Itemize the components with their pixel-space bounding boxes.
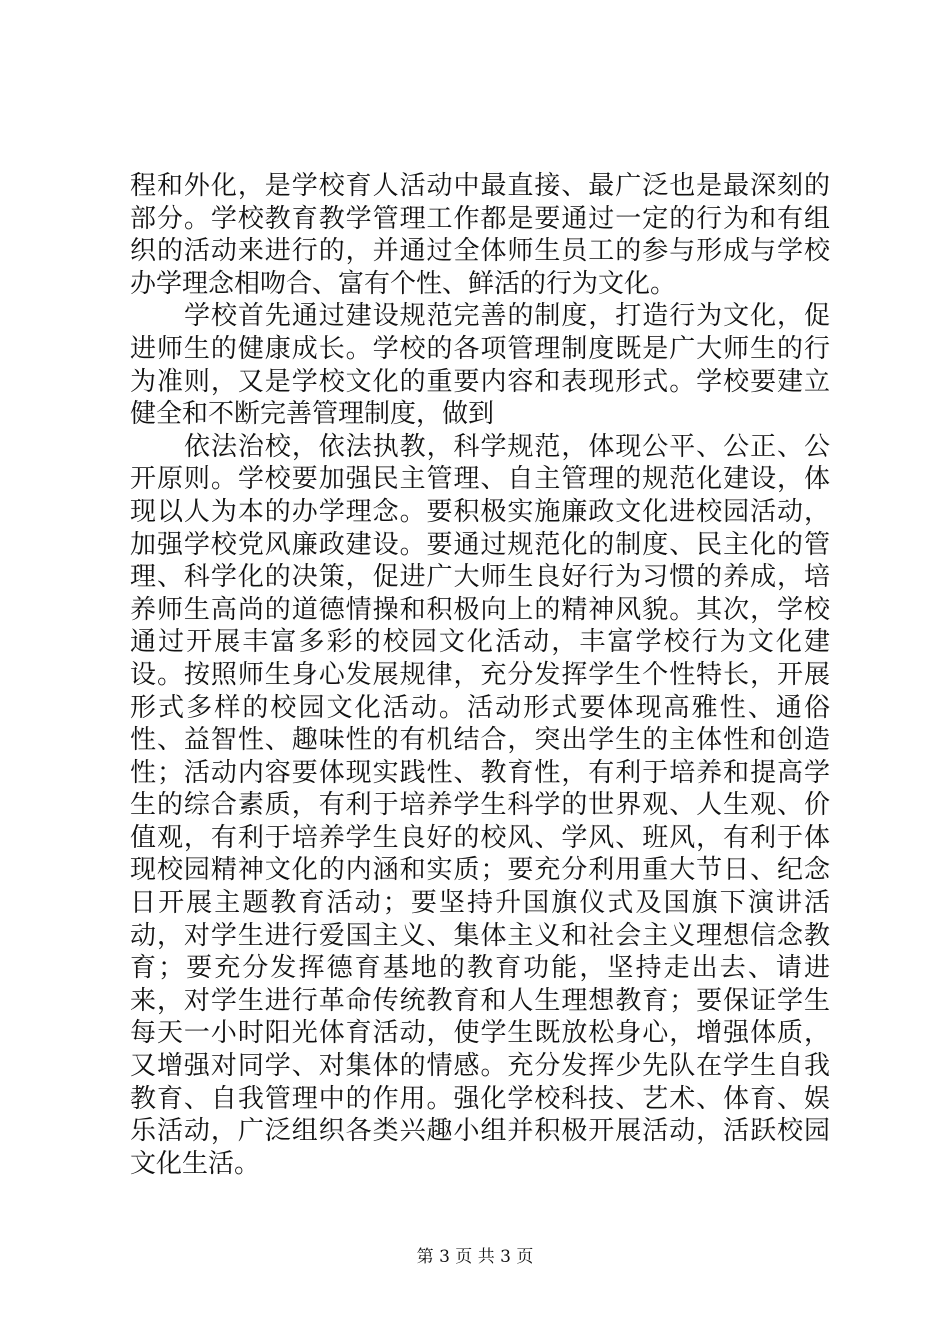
document-body bbox=[130, 170, 830, 1180]
paragraph-3: 依法治校，依法执教，科学规范，体现公平、公正、公开原则。学校要加强民主管理、自主管理的规范化建设，体现以人为本的办学理念。要积极实施廉政文化进校园活动，加强学校党风廉政建设。要通过规范化的制度、民主化的管理、科学化的决策，促进广大师生良好行为习惯的养成，培养师生高尚的道德情操和积极向上的精神风貌。其次，学校通过开展丰富多彩的校园文化活动，丰富学校行为文化建设。按照师生身心发展规律，充分发挥学生个性特长，开展形式多样的校园文化活动。活动形式要体现高雅性、通俗性、益智性、趣味性的有机结合，突出学生的主体性和创造性；活动内容要体现实践性、教育性，有利于培养和提高学生的综合素质，有利于培养学生科学的世界观、人生观、价值观，有利于培养学生良好的校风、学风、班风，有利于体现校园精神文化的内涵和实质；要充分利用重大节日、纪念日开展主题教育活动；要坚持升国旗仪式及国旗下演讲活动，对学生进行爱国主义、集体主义和社会主义理想信念教育；要充分发挥德育基地的教育功能，坚持走出去、请进来，对学生进行革命传统教育和人生理想教育；要保证学生每天一小时阳光体育活动，使学生既放松身心，增强体质，又增强对同学、对集体的情感。充分发挥少先队在学生自我教育、自我管理中的作用。强化学校科技、艺术、体育、娱乐活动，广泛组织各类兴趣小组并积极开展活动，活跃校园文化生活。 bbox=[130, 431, 830, 1179]
paragraph-2: 学校首先通过建设规范完善的制度，打造行为文化，促进师生的健康成长。学校的各项管理制度既是广大师生的行为准则，又是学校文化的重要内容和表现形式。学校要建立健全和不断完善管理制度，做到 bbox=[130, 301, 830, 430]
page-footer: 第 3 页 共 3 页 bbox=[416, 1247, 534, 1267]
paragraph-1: 程和外化，是学校育人活动中最直接、最广泛也是最深刻的部分。学校教育教学管理工作都是要通过一定的行为和有组织的活动来进行的，并通过全体师生员工的参与形成与学校办学理念相吻合、富有个性、鲜活的行为文化。 bbox=[130, 171, 830, 299]
